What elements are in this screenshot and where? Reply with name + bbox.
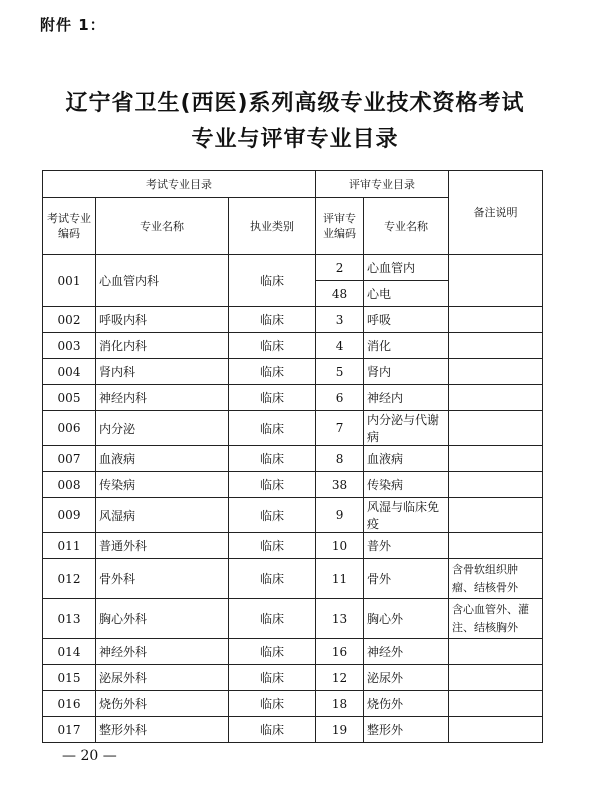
review-name-cell: 呼吸 bbox=[364, 307, 449, 333]
review-code-cell: 18 bbox=[316, 691, 364, 717]
review-code-cell: 8 bbox=[316, 446, 364, 472]
review-name-cell: 普外 bbox=[364, 533, 449, 559]
exam-code-cell: 002 bbox=[43, 307, 96, 333]
specialty-name-cell: 内分泌 bbox=[96, 411, 229, 446]
review-name-cell: 烧伤外 bbox=[364, 691, 449, 717]
table-row bbox=[43, 498, 543, 533]
table-row bbox=[43, 639, 543, 665]
specialty-name-cell: 烧伤外科 bbox=[96, 691, 229, 717]
specialty-name-cell: 神经外科 bbox=[96, 639, 229, 665]
practice-category-cell: 临床 bbox=[229, 411, 316, 446]
review-name-cell: 消化 bbox=[364, 333, 449, 359]
specialty-name-cell: 普通外科 bbox=[96, 533, 229, 559]
remarks-cell bbox=[449, 307, 543, 333]
table-row bbox=[43, 446, 543, 472]
review-name-cell: 胸心外 bbox=[364, 599, 449, 639]
review-name-cell: 神经外 bbox=[364, 639, 449, 665]
review-name-cell: 神经内 bbox=[364, 385, 449, 411]
review-code-cell: 10 bbox=[316, 533, 364, 559]
exam-code-cell: 001 bbox=[43, 255, 96, 307]
remarks-cell bbox=[449, 385, 543, 411]
review-name-cell: 整形外 bbox=[364, 717, 449, 743]
exam-code-cell: 014 bbox=[43, 639, 96, 665]
review-name-cell: 风湿与临床免疫 bbox=[364, 498, 449, 533]
review-code-cell: 9 bbox=[316, 498, 364, 533]
review-name-cell: 泌尿外 bbox=[364, 665, 449, 691]
table-row bbox=[43, 385, 543, 411]
review-code-cell: 3 bbox=[316, 307, 364, 333]
specialty-name-cell: 肾内科 bbox=[96, 359, 229, 385]
specialty-name-cell: 骨外科 bbox=[96, 559, 229, 599]
exam-code-cell: 015 bbox=[43, 665, 96, 691]
table-row bbox=[43, 255, 543, 281]
review-name-cell: 血液病 bbox=[364, 446, 449, 472]
remarks-cell bbox=[449, 665, 543, 691]
exam-code-cell: 017 bbox=[43, 717, 96, 743]
table-row bbox=[43, 307, 543, 333]
specialty-catalog-table bbox=[42, 170, 543, 743]
specialty-name-cell: 心血管内科 bbox=[96, 255, 229, 307]
remarks-cell bbox=[449, 446, 543, 472]
specialty-name-cell: 传染病 bbox=[96, 472, 229, 498]
practice-category-cell: 临床 bbox=[229, 359, 316, 385]
exam-code-cell: 008 bbox=[43, 472, 96, 498]
practice-category-cell: 临床 bbox=[229, 717, 316, 743]
table-body bbox=[43, 255, 543, 743]
practice-category-cell: 临床 bbox=[229, 255, 316, 307]
remarks-cell bbox=[449, 333, 543, 359]
specialty-name-cell: 血液病 bbox=[96, 446, 229, 472]
review-code-cell: 16 bbox=[316, 639, 364, 665]
review-name-cell: 心电 bbox=[364, 281, 449, 307]
document-title-line-1: 辽宁省卫生(西医)系列高级专业技术资格考试 bbox=[65, 91, 525, 116]
remarks-cell bbox=[449, 359, 543, 385]
table-row bbox=[43, 559, 543, 599]
practice-category-cell: 临床 bbox=[229, 599, 316, 639]
review-code-cell: 13 bbox=[316, 599, 364, 639]
practice-category-cell: 临床 bbox=[229, 385, 316, 411]
review-code-cell: 11 bbox=[316, 559, 364, 599]
specialty-name-cell: 整形外科 bbox=[96, 717, 229, 743]
practice-category-cell: 临床 bbox=[229, 559, 316, 599]
review-code-cell: 38 bbox=[316, 472, 364, 498]
remarks-cell bbox=[449, 639, 543, 665]
specialty-name-cell: 消化内科 bbox=[96, 333, 229, 359]
practice-category-cell: 临床 bbox=[229, 472, 316, 498]
practice-category-header: 执业类别 bbox=[229, 198, 316, 255]
review-name-cell: 骨外 bbox=[364, 559, 449, 599]
remarks-cell bbox=[449, 498, 543, 533]
practice-category-cell: 临床 bbox=[229, 307, 316, 333]
review-name-cell: 内分泌与代谢病 bbox=[364, 411, 449, 446]
remarks-cell: 含心血管外、灌注、结核胸外 bbox=[449, 599, 543, 639]
review-name-cell: 肾内 bbox=[364, 359, 449, 385]
specialty-name-cell: 泌尿外科 bbox=[96, 665, 229, 691]
table-row bbox=[43, 599, 543, 639]
remarks-cell bbox=[449, 691, 543, 717]
attachment-label: 附件 1： bbox=[40, 16, 106, 34]
review-code-cell: 48 bbox=[316, 281, 364, 307]
exam-code-cell: 016 bbox=[43, 691, 96, 717]
exam-code-cell: 006 bbox=[43, 411, 96, 446]
remarks-cell bbox=[449, 255, 543, 307]
practice-category-cell: 临床 bbox=[229, 691, 316, 717]
table-row bbox=[43, 411, 543, 446]
remarks-cell bbox=[449, 533, 543, 559]
review-code-cell: 4 bbox=[316, 333, 364, 359]
remarks-cell bbox=[449, 717, 543, 743]
exam-code-cell: 011 bbox=[43, 533, 96, 559]
review-code-cell: 2 bbox=[316, 255, 364, 281]
specialty-name-header: 专业名称 bbox=[96, 198, 229, 255]
table-row bbox=[43, 691, 543, 717]
specialty-name-cell: 风湿病 bbox=[96, 498, 229, 533]
review-name-cell: 传染病 bbox=[364, 472, 449, 498]
review-name-header: 专业名称 bbox=[364, 198, 449, 255]
specialty-name-cell: 胸心外科 bbox=[96, 599, 229, 639]
table-row bbox=[43, 359, 543, 385]
review-code-cell: 5 bbox=[316, 359, 364, 385]
practice-category-cell: 临床 bbox=[229, 498, 316, 533]
table-row bbox=[43, 533, 543, 559]
review-name-cell: 心血管内 bbox=[364, 255, 449, 281]
practice-category-cell: 临床 bbox=[229, 446, 316, 472]
review-code-header: 评审专业编码 bbox=[316, 198, 364, 255]
exam-code-cell: 013 bbox=[43, 599, 96, 639]
remarks-cell bbox=[449, 472, 543, 498]
table-row bbox=[43, 333, 543, 359]
review-code-cell: 12 bbox=[316, 665, 364, 691]
document-title-line-2: 专业与评审专业目录 bbox=[191, 127, 399, 152]
table-group-header-row bbox=[43, 171, 543, 198]
review-code-cell: 7 bbox=[316, 411, 364, 446]
exam-code-cell: 009 bbox=[43, 498, 96, 533]
practice-category-cell: 临床 bbox=[229, 333, 316, 359]
review-code-cell: 19 bbox=[316, 717, 364, 743]
exam-code-cell: 004 bbox=[43, 359, 96, 385]
exam-catalog-header: 考试专业目录 bbox=[43, 171, 316, 198]
practice-category-cell: 临床 bbox=[229, 639, 316, 665]
remarks-header: 备注说明 bbox=[449, 171, 543, 255]
exam-code-cell: 005 bbox=[43, 385, 96, 411]
page-number: — 20 — bbox=[62, 748, 117, 764]
table-row bbox=[43, 665, 543, 691]
exam-code-cell: 003 bbox=[43, 333, 96, 359]
exam-code-cell: 007 bbox=[43, 446, 96, 472]
review-catalog-header: 评审专业目录 bbox=[316, 171, 449, 198]
exam-code-header: 考试专业编码 bbox=[43, 198, 96, 255]
table-row bbox=[43, 472, 543, 498]
review-code-cell: 6 bbox=[316, 385, 364, 411]
exam-code-cell: 012 bbox=[43, 559, 96, 599]
remarks-cell bbox=[449, 411, 543, 446]
practice-category-cell: 临床 bbox=[229, 665, 316, 691]
remarks-cell: 含骨软组织肿瘤、结核骨外 bbox=[449, 559, 543, 599]
specialty-name-cell: 神经内科 bbox=[96, 385, 229, 411]
table-row bbox=[43, 717, 543, 743]
practice-category-cell: 临床 bbox=[229, 533, 316, 559]
specialty-name-cell: 呼吸内科 bbox=[96, 307, 229, 333]
